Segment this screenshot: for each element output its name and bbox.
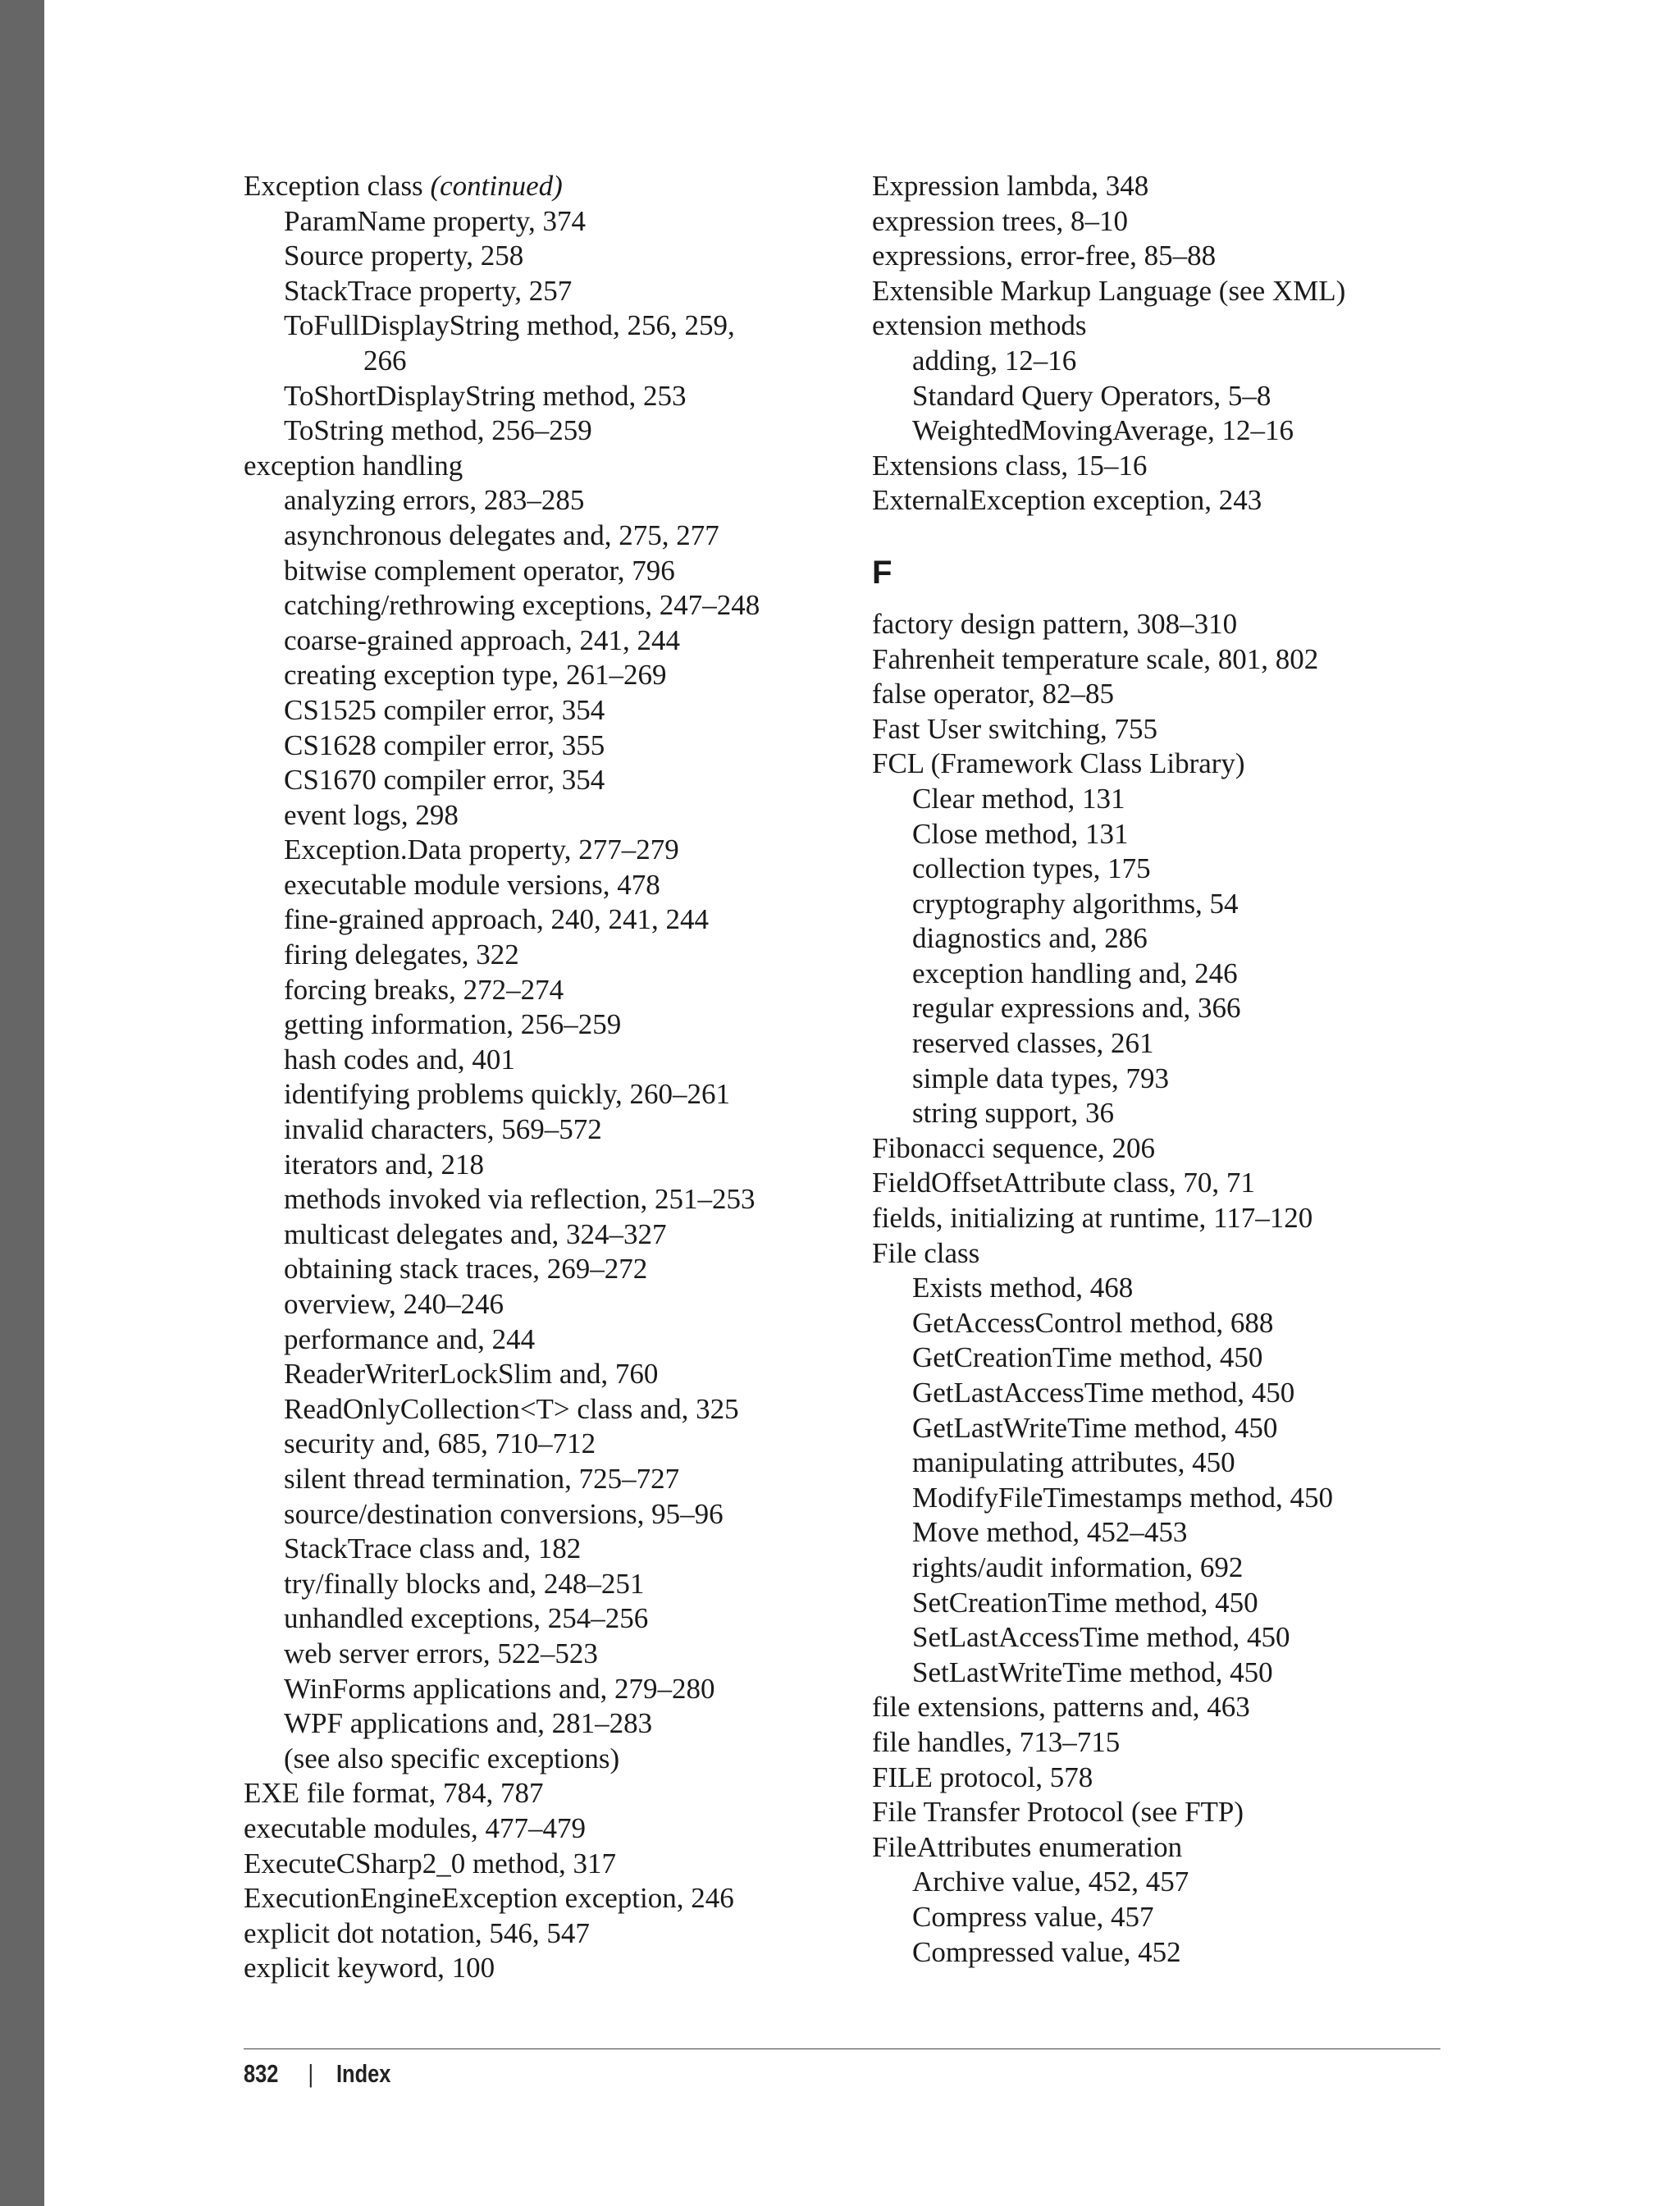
index-subentry — [244, 658, 834, 693]
index-subentry — [872, 921, 1463, 957]
index-subentry — [244, 274, 834, 309]
index-subentry — [244, 1567, 834, 1602]
footer-section-label: Index — [336, 2059, 391, 2088]
index-entry-text: rights/audit information, 692 — [912, 1551, 1244, 1583]
index-subentry — [244, 483, 834, 518]
index-column-left — [244, 169, 834, 1986]
index-subentry — [244, 693, 834, 728]
index-entry-text: StackTrace property, 257 — [284, 274, 573, 307]
index-subentry — [244, 973, 834, 1008]
index-entry — [872, 1830, 1463, 1866]
index-entry-text: EXE file format, 784, 787 — [244, 1777, 544, 1810]
index-entry-text: Archive value, 452, 457 — [912, 1866, 1189, 1898]
index-entry-text: ExecuteCSharp2_0 method, 317 — [244, 1847, 616, 1879]
index-subentry — [872, 887, 1463, 922]
index-entry-text: asynchronous delegates and, 275, 277 — [284, 518, 719, 551]
index-subentry — [872, 1306, 1463, 1341]
index-entry-text: creating exception type, 261–269 — [284, 659, 667, 692]
index-entry-text: StackTrace class and, 182 — [284, 1532, 582, 1565]
index-entry-text: FILE protocol, 578 — [872, 1761, 1093, 1793]
index-entry — [872, 607, 1463, 642]
index-entry-text: ExternalException exception, 243 — [872, 484, 1262, 517]
index-entry — [872, 1690, 1463, 1725]
index-subentry — [872, 852, 1463, 887]
index-subentry — [872, 379, 1463, 414]
index-subentry — [872, 957, 1463, 992]
index-subentry — [872, 1446, 1463, 1481]
index-entry-text: explicit dot notation, 546, 547 — [244, 1916, 590, 1949]
index-subentry — [244, 1706, 834, 1742]
index-subentry — [872, 817, 1463, 852]
index-entry-text: Compress value, 457 — [912, 1900, 1154, 1933]
index-entry-text: getting information, 256–259 — [284, 1008, 622, 1041]
index-entry-text: string support, 36 — [912, 1097, 1114, 1130]
index-subentry — [872, 1865, 1463, 1900]
index-subentry — [244, 1427, 834, 1462]
index-entry-text: Standard Query Operators, 5–8 — [912, 379, 1271, 412]
index-subentry — [244, 308, 834, 344]
index-subentry — [244, 1182, 834, 1217]
index-entry-text: Exists method, 468 — [912, 1272, 1134, 1304]
footer-rule — [244, 2048, 1440, 2049]
index-entry-text: source/destination conversions, 95–96 — [284, 1497, 724, 1530]
section-letter-heading — [872, 518, 1463, 607]
index-subentry — [244, 1077, 834, 1112]
index-subentry — [872, 1096, 1463, 1131]
index-entry — [244, 1951, 834, 1986]
index-entry-text: diagnostics and, 286 — [912, 922, 1148, 955]
index-entry-text: expressions, error-free, 85–88 — [872, 240, 1217, 272]
index-entry-text: file extensions, patterns and, 463 — [872, 1691, 1250, 1724]
index-entry-text: Fahrenheit temperature scale, 801, 802 — [872, 642, 1319, 675]
index-entry-text: firing delegates, 322 — [284, 939, 519, 971]
index-entry-text: ExecutionEngineException exception, 246 — [244, 1882, 734, 1915]
index-subentry — [244, 1043, 834, 1078]
index-entry-text: ToShortDisplayString method, 253 — [284, 379, 687, 412]
index-subentry — [872, 1340, 1463, 1376]
index-entry-text: FCL (Framework Class Library) — [872, 747, 1245, 780]
index-entry-text: ToString method, 256–259 — [284, 414, 592, 447]
index-entry-text: analyzing errors, 283–285 — [284, 484, 585, 517]
index-subentry — [244, 1252, 834, 1287]
index-entry-text: Extensions class, 15–16 — [872, 449, 1148, 482]
index-entry-text: ModifyFileTimestamps method, 450 — [912, 1481, 1334, 1514]
page-number: 832 — [244, 2059, 279, 2088]
index-entry-text: 266 — [363, 344, 407, 377]
index-subentry — [244, 623, 834, 659]
index-entry — [872, 642, 1463, 678]
index-entry — [872, 274, 1463, 309]
index-subentry — [872, 413, 1463, 449]
index-entry-text: exception handling — [244, 449, 463, 482]
index-entry-text: adding, 12–16 — [912, 344, 1077, 377]
index-entry-text: reserved classes, 261 — [912, 1027, 1154, 1060]
index-subentry — [244, 798, 834, 834]
index-entry-text: SetLastAccessTime method, 450 — [912, 1621, 1290, 1654]
index-subentry — [872, 1376, 1463, 1411]
index-entry-text: SetCreationTime method, 450 — [912, 1586, 1258, 1619]
index-subentry — [872, 1586, 1463, 1621]
index-entry-text: fine-grained approach, 240, 241, 244 — [284, 903, 710, 936]
index-subentry — [244, 1287, 834, 1322]
index-subentry — [244, 728, 834, 764]
index-entry-text: FileAttributes enumeration — [872, 1830, 1183, 1863]
index-entry-text: ReadOnlyCollection<T> class and, 325 — [284, 1392, 739, 1425]
index-entry — [872, 1166, 1463, 1201]
index-entry-text: executable modules, 477–479 — [244, 1811, 586, 1844]
index-entry-text: manipulating attributes, 450 — [912, 1446, 1235, 1479]
index-subentry — [872, 1900, 1463, 1935]
index-entry — [872, 239, 1463, 274]
index-entry-text: unhandled exceptions, 254–256 — [284, 1602, 649, 1635]
index-entry-text: file handles, 713–715 — [872, 1725, 1121, 1758]
index-entry-text: ToFullDisplayString method, 256, 259, — [284, 309, 735, 342]
index-entry-text: F — [872, 554, 892, 591]
index-entry-text: extension methods — [872, 309, 1087, 342]
index-entry — [244, 1847, 834, 1882]
index-subentry — [244, 204, 834, 240]
index-subentry — [244, 239, 834, 274]
index-entry-text: web server errors, 522–523 — [284, 1637, 598, 1669]
index-entry-text: collection types, 175 — [912, 852, 1151, 885]
index-entry-text: performance and, 244 — [284, 1322, 536, 1355]
index-entry — [244, 1916, 834, 1952]
index-entry — [872, 1131, 1463, 1167]
index-subentry — [244, 379, 834, 414]
index-subentry — [872, 344, 1463, 379]
index-entry-text: GetLastWriteTime method, 450 — [912, 1411, 1278, 1444]
index-entry-text: simple data types, 793 — [912, 1062, 1170, 1094]
index-subentry — [872, 1481, 1463, 1516]
index-subentry — [872, 1551, 1463, 1586]
index-entry-text: Exception.Data property, 277–279 — [284, 834, 679, 866]
index-subentry — [244, 1637, 834, 1672]
index-entry — [872, 1725, 1463, 1761]
index-subentry — [244, 1148, 834, 1183]
index-entry-text: Close method, 131 — [912, 817, 1129, 850]
index-entry — [872, 1761, 1463, 1796]
index-entry-text: GetCreationTime method, 450 — [912, 1341, 1263, 1374]
index-entry — [872, 483, 1463, 518]
index-subentry — [244, 938, 834, 973]
index-entry-text: WPF applications and, 281–283 — [284, 1707, 653, 1740]
index-subentry — [244, 1007, 834, 1043]
index-subentry — [244, 833, 834, 868]
index-entry — [872, 747, 1463, 782]
footer-separator: | — [308, 2059, 314, 2088]
index-entry-text: Source property, 258 — [284, 240, 524, 272]
index-entry — [244, 449, 834, 484]
index-entry-text: CS1525 compiler error, 354 — [284, 693, 605, 726]
index-subentry — [872, 1026, 1463, 1062]
index-subentry — [244, 763, 834, 798]
index-entry-text: Move method, 452–453 — [912, 1516, 1188, 1549]
index-subentry — [244, 868, 834, 903]
index-entry-text: CS1628 compiler error, 355 — [284, 728, 605, 761]
index-entry-text: hash codes and, 401 — [284, 1043, 515, 1076]
index-entry-text: multicast delegates and, 324–327 — [284, 1217, 667, 1250]
index-entry-text: GetAccessControl method, 688 — [912, 1306, 1274, 1339]
index-entry-text: invalid characters, 569–572 — [284, 1113, 602, 1146]
index-subentry — [872, 1656, 1463, 1691]
index-entry — [244, 169, 834, 204]
index-entry-text: methods invoked via reflection, 251–253 — [284, 1183, 756, 1216]
index-entry-text: overview, 240–246 — [284, 1288, 504, 1320]
index-entry-text: regular expressions and, 366 — [912, 992, 1241, 1025]
index-entry-text: Exception class — [244, 170, 431, 202]
index-entry — [872, 677, 1463, 712]
index-entry-text: obtaining stack traces, 269–272 — [284, 1253, 648, 1286]
index-entry-text: Compressed value, 452 — [912, 1935, 1181, 1968]
index-entry-text: GetLastAccessTime method, 450 — [912, 1377, 1295, 1409]
index-subentry — [244, 1322, 834, 1358]
index-subentry — [244, 1357, 834, 1392]
index-subentry — [872, 1411, 1463, 1446]
page-footer — [244, 2056, 390, 2092]
index-subentry — [244, 902, 834, 938]
index-entry — [872, 1795, 1463, 1830]
index-entry-text: forcing breaks, 272–274 — [284, 973, 564, 1006]
index-entry-text: factory design pattern, 308–310 — [872, 607, 1238, 640]
index-entry — [244, 1881, 834, 1916]
index-entry — [872, 308, 1463, 344]
index-subentry — [872, 1935, 1463, 1971]
index-entry-text: explicit keyword, 100 — [244, 1952, 495, 1984]
index-entry — [872, 1201, 1463, 1236]
index-subentry — [244, 1532, 834, 1567]
index-entry-text: FieldOffsetAttribute class, 70, 71 — [872, 1167, 1255, 1199]
index-entry-text: expression trees, 8–10 — [872, 204, 1129, 237]
index-entry-text: CS1670 compiler error, 354 — [284, 764, 605, 797]
index-subentry — [872, 1515, 1463, 1551]
index-subentry — [872, 991, 1463, 1026]
index-subentry — [872, 1271, 1463, 1306]
index-entry-text: File class — [872, 1236, 980, 1269]
index-subentry — [244, 554, 834, 589]
index-entry-text: SetLastWriteTime method, 450 — [912, 1656, 1273, 1688]
index-entry-text: coarse-grained approach, 241, 244 — [284, 623, 680, 656]
index-subentry — [244, 1217, 834, 1253]
index-subentry — [244, 413, 834, 449]
index-entry-text: cryptography algorithms, 54 — [912, 887, 1239, 920]
index-entry-text: exception handling and, 246 — [912, 957, 1238, 989]
index-subentry — [244, 518, 834, 554]
index-subentry — [244, 1497, 834, 1532]
index-entry-text: bitwise complement operator, 796 — [284, 554, 675, 587]
index-entry-text: WinForms applications and, 279–280 — [284, 1672, 715, 1705]
index-entry-text: executable module versions, 478 — [284, 868, 660, 901]
index-subentry — [244, 1742, 834, 1777]
index-entry — [244, 1811, 834, 1847]
index-entry-text: Fibonacci sequence, 206 — [872, 1131, 1156, 1164]
index-entry — [244, 1776, 834, 1811]
index-entry — [872, 204, 1463, 240]
index-entry-text: File Transfer Protocol (see FTP) — [872, 1796, 1244, 1829]
index-entry-text: Fast User switching, 755 — [872, 712, 1158, 745]
index-entry-text: Extensible Markup Language (see XML) — [872, 274, 1346, 307]
index-subentry — [244, 1112, 834, 1148]
index-entry-text: WeightedMovingAverage, 12–16 — [912, 414, 1294, 447]
index-subentry — [244, 1392, 834, 1427]
index-subentry — [872, 782, 1463, 817]
index-entry-text: iterators and, 218 — [284, 1148, 484, 1181]
index-entry — [872, 449, 1463, 484]
index-entry-text: ParamName property, 374 — [284, 204, 587, 237]
index-column-right — [872, 169, 1463, 1970]
index-entry-text: identifying problems quickly, 260–261 — [284, 1078, 731, 1111]
index-subentry — [872, 1062, 1463, 1097]
index-subentry — [244, 588, 834, 623]
index-entry-text: catching/rethrowing exceptions, 247–248 — [284, 589, 760, 622]
index-entry-text: (see also specific exceptions) — [284, 1742, 620, 1774]
index-entry-text: try/finally blocks and, 248–251 — [284, 1567, 645, 1600]
index-subentry — [244, 344, 834, 379]
index-entry-text: security and, 685, 710–712 — [284, 1427, 596, 1460]
index-subentry — [244, 1672, 834, 1707]
index-entry-text: fields, initializing at runtime, 117–120 — [872, 1202, 1313, 1235]
index-subentry — [244, 1462, 834, 1497]
index-entry-text: Clear method, 131 — [912, 782, 1125, 815]
index-entry-text: ReaderWriterLockSlim and, 760 — [284, 1358, 659, 1391]
index-entry — [872, 1236, 1463, 1272]
index-entry-note: (continued) — [430, 170, 563, 202]
index-entry-text: false operator, 82–85 — [872, 678, 1115, 710]
index-entry-text: event logs, 298 — [284, 798, 459, 831]
index-entry-text: silent thread termination, 725–727 — [284, 1462, 680, 1495]
index-entry — [872, 712, 1463, 747]
index-entry-text: Expression lambda, 348 — [872, 170, 1149, 202]
index-entry — [872, 169, 1463, 204]
index-subentry — [872, 1620, 1463, 1656]
index-subentry — [244, 1601, 834, 1637]
